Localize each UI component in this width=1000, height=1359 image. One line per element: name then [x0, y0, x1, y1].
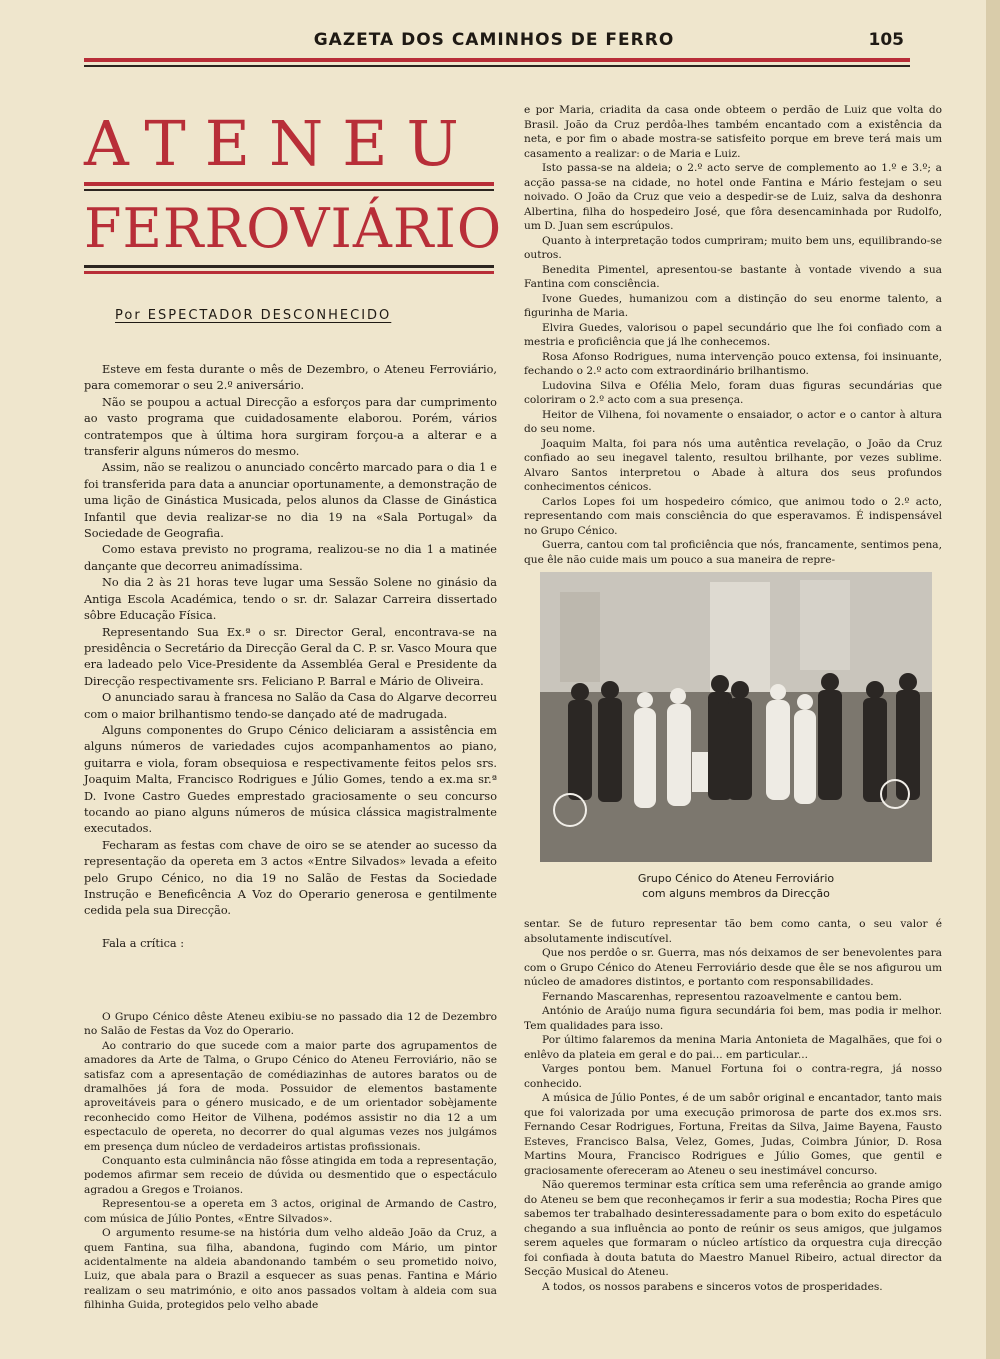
paragraph: Fernando Mascarenhas, representou razoavelmente e cantou bem. — [542, 990, 903, 1003]
paragraph: Esteve em festa durante o mês de Dezembro, o Ateneu Ferroviário, para comemorar o seu 2.º aniversário. — [84, 363, 497, 393]
paragraph: e por Maria, criadita da casa onde obteem o perdão de Luiz que volta do Brasil. João da Cruz perdôa-lhes também encantado com a existência da neta, e por fim o abade mostra-se satisfeito porque em breve terá mais um casamento a realizar: o de Maria e Luiz. — [524, 104, 942, 160]
paragraph: Ludovina Silva e Ofélia Melo, foram duas figuras secundárias que coloriram o 2.º acto com a sua presença. — [524, 379, 942, 406]
paragraph: António de Araújo numa figura secundária foi bem, mas podia ir melhor. Tem qualidades para isso. — [524, 1005, 942, 1032]
title-rule-black — [84, 189, 494, 191]
header-rule-red — [84, 58, 910, 62]
paragraph: Conquanto esta culminância não fôsse atingida em toda a representação, podemos afirmar sem receio de dúvida ou desmentido que o espectáculo agradou a Gregos e Troianos. — [84, 1155, 497, 1196]
paragraph: Carlos Lopes foi um hospedeiro cómico, que animou todo o 2.º acto, representando com mais consciência do que esperavamos. É indispensável no Grupo Cénico. — [524, 495, 942, 537]
paragraph: Que nos perdôe o sr. Guerra, mas nós deixamos de ser benevolentes para com o Grupo Cénico do Ateneu Ferroviário desde que êle se nos afigurou um núcleo de amadores distintos, e portanto com responsabilidades. — [524, 947, 942, 988]
paragraph: Guerra, cantou com tal proficiência que nós, francamente, sentimos pena, que êle não cuide mais um pouco a sua maneira de repre- — [524, 539, 942, 566]
right-column — [524, 103, 942, 567]
paragraph: Isto passa-se na aldeia; o 2.º acto serve de complemento ao 1.º e 3.º; a acção passa-se na cidade, no hotel onde Fantina e Mário festejam o seu noivado. O João da Cruz que veio a despedir-se de Luiz, salva da deshonra Albertina, filha do hospedeiro José, que fôra desencaminhada por Rudolfo, um D. Juan sem escrúpulos. — [524, 162, 942, 232]
photo-caption — [540, 871, 932, 901]
paragraph: O Grupo Cénico dêste Ateneu exibiu-se no passado dia 12 de Dezembro no Salão de Festas da Voz do Operario. — [84, 1011, 497, 1038]
paragraph: Como estava previsto no programa, realizou-se no dia 1 a matinée dançante que decorreu animadíssima. — [84, 543, 497, 573]
left-column-critique — [84, 1010, 497, 1313]
group-photo — [540, 572, 932, 862]
paragraph: Ao contrario do que sucede com a maior parte dos agrupamentos de amadores da Arte de Talma, o Grupo Cénico do Ateneu Ferroviário, não se satisfaz com a apresentação de comédiazinhas de autores baratos ou de dramalhões já fora de moda. Possuidor de elementos bastamente aproveitáveis para o género musicado, e de um orientador sobèjamente reconhecido como Heitor de Vilhena, podémos assistir no dia 12 a um espectaculo de opereta, no decorrer do qual algumas vezes nos julgámos em presença dum núcleo de verdadeiros artistas profissionais. — [84, 1039, 497, 1153]
paragraph: Não queremos terminar esta crítica sem uma referência ao grande amigo do Ateneu se bem que reconheçamos ir ferir a sua modestia; Rocha Pires que sabemos ter trabalhado desinteressadamente para o bom exito do espetáculo chegando a sua influência ao ponto de reúnir os seus amigos, que julgamos serem aqueles que formaram o núcleo artístico da orquestra cuja direcção foi confiada à douta batuta do Maestro Manuel Ribeiro, actual director da Secção Musical do Ateneu. — [524, 1179, 942, 1278]
running-head — [84, 30, 904, 54]
paragraph: O anunciado sarau à francesa no Salão da Casa do Algarve decorreu com o maior brilhantismo tendo-se dançado até de madrugada. — [84, 691, 497, 721]
paragraph: Quanto à interpretação todos cumpriram; muito bem uns, equilibrando-se outros. — [524, 234, 942, 261]
paragraph: A música de Júlio Pontes, é de um sabôr original e encantador, tanto mais que foi valorizada por uma execução primorosa de parte dos ex.mos srs. Fernando Cesar Rodrigues, Fortuna, Freitas da Silva, Jaime Bayena, Fausto Esteves, Francisco Balsa, Velez, Gomes, Judas, Coimbra Júnior, D. Rosa Martins Moura, Francisco Rodrigues e Júlio Gomes, que gentil e graciosamente ofereceram ao Ateneu o seu inestimável concurso. — [524, 1092, 942, 1177]
paragraph: A todos, os nossos parabens e sinceros votos de prosperidades. — [542, 1280, 883, 1293]
title-rule-bottom-1 — [84, 265, 494, 268]
paragraph: Não se poupou a actual Direcção a esforços para dar cumprimento ao vasto programa que cuidadosamente elaborou. Porém, vários contratempos que à última hora surgiram forçou-a a alterar e a transferir alguns números do mesmo. — [84, 395, 497, 459]
paragraph: Alguns componentes do Grupo Cénico deliciaram a assistência em alguns números de variedades cujos acompanhamentos ao piano, guitarra e viola, foram obsequiosa e respectivamente feitos pelos srs. Joaquim Malta, Francisco Rodrigues e Júlio Gomes, tendo a ex.ma sr.ª D. Ivone Castro Guedes emprestado graciosamente o seu concurso tocando ao piano alguns números de música clássica magistralmente executados. — [84, 723, 497, 836]
page-number: 105 — [868, 30, 904, 50]
critique-heading: Fala a crítica : — [102, 936, 185, 950]
right-column-continued — [524, 917, 942, 1294]
paragraph: sentar. Se de futuro representar tão bem como canta, o seu valor é absolutamente indiscutível. — [524, 918, 942, 945]
header-rule-black — [84, 65, 910, 67]
paragraph: Varges pontou bem. Manuel Fortuna foi o contra-regra, já nosso conhecido. — [524, 1063, 942, 1090]
title-rule-bottom-2 — [84, 271, 494, 274]
paragraph: Joaquim Malta, foi para nós uma autêntica revelação, o João da Cruz confiado ao seu inegavel talento, resultou brilhante, por vezes sublime. Alvaro Santos interpretou o Abade à altura dos seus profundos conhecimentos cénicos. — [524, 437, 942, 493]
photo-caption-line2: com alguns membros da Direcção — [642, 887, 830, 900]
paragraph: Representou-se a opereta em 3 actos, original de Armando de Castro, com música de Júlio Pontes, «Entre Silvados». — [84, 1198, 497, 1225]
paragraph: Elvira Guedes, valorisou o papel secundário que lhe foi confiado com a mestria e proficiência que já lhe conhecemos. — [524, 321, 942, 348]
byline: Por ESPECTADOR DESCONHECIDO — [115, 308, 392, 323]
title-rule-red — [84, 182, 494, 186]
paragraph: Benedita Pimentel, apresentou-se bastante à vontade vivendo a sua Fantina com consciência. — [524, 263, 942, 290]
article-title-line2: FERROVIÁRIO — [84, 197, 503, 260]
paragraph: Rosa Afonso Rodrigues, numa intervenção pouco extensa, foi insinuante, fechando o 2.º acto com extraordinário brilhantismo. — [524, 350, 942, 377]
photo-caption-line1: Grupo Cénico do Ateneu Ferroviário — [637, 872, 835, 885]
paragraph: Por último falaremos da menina Maria Antonieta de Magalhães, que foi o enlêvo da plateia em geral e do pai... em particular... — [524, 1034, 942, 1061]
left-column — [84, 362, 497, 952]
paragraph: Representando Sua Ex.ª o sr. Director Geral, encontrava-se na presidência o Secretário da Direcção Geral da C. P. sr. Vasco Moura que era ladeado pelo Vice-Presidente da Assembléa Geral e Presidente da Direcção respectivamente srs. Feliciano P. Barral e Mário de Oliveira. — [84, 625, 497, 688]
paragraph: O argumento resume-se na história dum velho aldeão João da Cruz, a quem Fantina, sua filha, abandona, fugindo com Mário, um pintor acidentalmente na aldeia abandonando também o seu prometido noivo, Luiz, que abala para o Brazil a esquecer as suas penas. Fantina e Mário realizam o seu matrimónio, e oito anos passados voltam à aldeia com sua filhinha Guida, protegidos pelo velho abade — [84, 1227, 497, 1312]
paragraph: Assim, não se realizou o anunciado concêrto marcado para o dia 1 e foi transferida para data a anunciar oportunamente, a demonstração de uma lição de Ginástica Musicada, pelos alunos da Classe de Ginástica Infantil que devia realizar-se no dia 19 na «Sala Portugal» da Sociedade de Geografia. — [84, 461, 497, 541]
article-title-line1: ATENEU — [84, 107, 478, 180]
paragraph: Heitor de Vilhena, foi novamente o ensaiador, o actor e o cantor à altura do seu nome. — [524, 408, 942, 435]
paragraph: Ivone Guedes, humanizou com a distinção do seu enorme talento, a figurinha de Maria. — [524, 292, 942, 319]
paragraph: Fecharam as festas com chave de oiro se se atender ao sucesso da representação da opereta em 3 actos «Entre Silvados» levada a efeito pelo Grupo Cénico, no dia 19 no Salão de Festas da Sociedade Instrução e Beneficência A Voz do Operario generosa e gentilmente cedida pela sua Direcção. — [84, 838, 497, 918]
page-edge — [986, 0, 1000, 1359]
paragraph: No dia 2 às 21 horas teve lugar uma Sessão Solene no ginásio da Antiga Escola Académica, tendo o sr. dr. Salazar Carreira dissertado sôbre Educação Física. — [84, 576, 497, 623]
journal-title: GAZETA DOS CAMINHOS DE FERRO — [313, 30, 675, 50]
